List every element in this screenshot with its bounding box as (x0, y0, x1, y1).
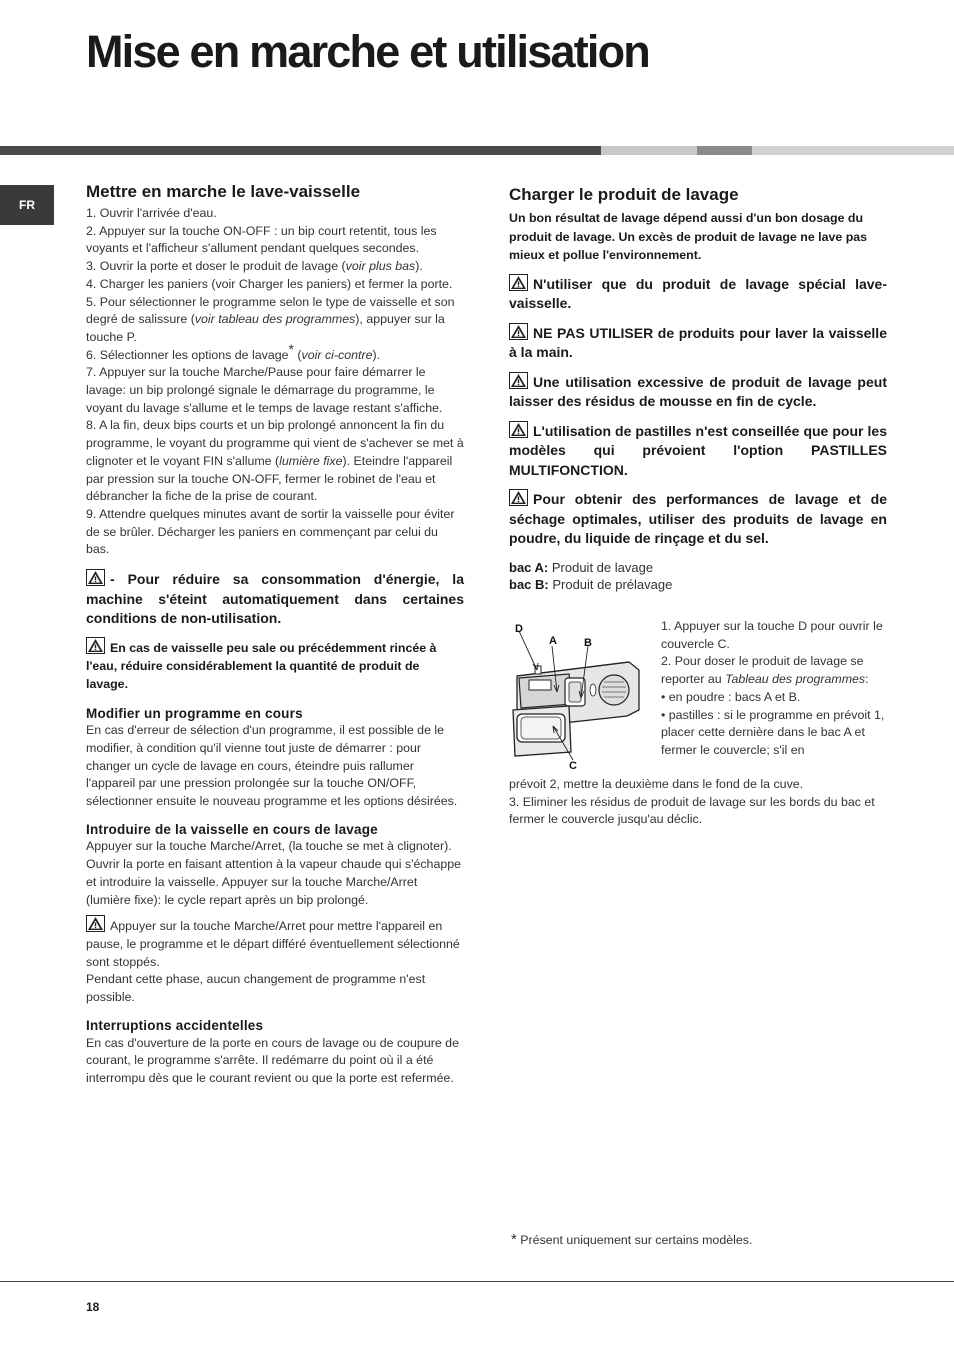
modify-text: En cas d'erreur de sélection d'un programme, il est possible de le modifier, à condition qu'il vienne tout juste de démarrer : pour changer un cycle de lavage en cours, éteindre puis rallumer l'appareil par une pression prolongée sur la touche ON/OFF, sélectionner ensuite le nouveau programme et les options désirées. (86, 723, 458, 809)
energy-warning: - Pour réduire sa consommation d'énergie, la machine s'éteint automatiquement dans certaines conditions de non-utilisation. (86, 571, 464, 627)
page-number: 18 (86, 1300, 100, 1314)
header-bar-light (601, 146, 697, 155)
dispenser-step-1: 1. Appuyer sur la touche D pour ouvrir le couvercle C. (661, 619, 883, 651)
step-3: 3. Ouvrir la porte et doser le produit de lavage (voir plus bas). (86, 259, 423, 274)
bac-a: bac A: Produit de lavage (509, 559, 654, 575)
dispenser-steps (661, 618, 889, 760)
label-a: A (549, 635, 557, 647)
warning-icon (509, 274, 528, 291)
detergent-warning-3: Une utilisation excessive de produit de lavage peut laisser des résidus de mousse en fin de cycle. (509, 373, 887, 409)
step-6: 6. Sélectionner les options de lavage* (voir ci-contre). (86, 340, 381, 362)
page-title: Mise en marche et utilisation (86, 26, 649, 77)
label-b: B (584, 637, 592, 649)
dispenser-illustration (509, 618, 649, 773)
intro-heading: Introduire de la vaisselle en cours de lavage (86, 821, 378, 837)
step-5: 5. Pour sélectionner le programme selon le type de vaisselle et son degré de salissure (voir tableau des programmes), appuyer sur la touche P. (86, 294, 455, 344)
footer-rule (0, 1281, 954, 1282)
detergent-intro: Un bon résultat de lavage dépend aussi d'un bon dosage du produit de lavage. Un excès de produit de lavage ne lave pas mieux et pollue l'environnement. (509, 211, 868, 262)
header-bar-light-end (752, 146, 954, 155)
bac-b: bac B: Produit de prélavage (509, 577, 673, 593)
left-column (86, 182, 464, 1088)
intro-text: Appuyer sur la touche Marche/Arret, (la touche se met à clignoter). Ouvrir la porte en faisant attention à la vapeur chaude qui s'échappe et introduire la vaisselle. Appuyer sur la touche Marche/Arret (lumière fixe): le cycle repart après un bip prolongé. (86, 839, 462, 907)
detergent-warning-1: N'utiliser que du produit de lavage spécial lave-vaisselle. (509, 275, 887, 311)
dispenser-step-2: 2. Pour doser le produit de lavage se reporter au Tableau des programmes: (661, 654, 869, 687)
interrupt-text: En cas d'ouverture de la porte en cours de lavage ou de coupure de courant, le programme s'arrête. Il redémarre du point où il a été interrompu dès que le courant revient ou que la porte est refermée. (86, 1035, 459, 1085)
step-8: 8. A la fin, deux bips courts et un bip prolongé annoncent la fin du programme, le voyant du programme qui vient de s'achever se met à clignoter et le voyant FIN s'allume (lumière fixe). Eteindre l'appareil par pression sur la touche ON-OFF, fermer le robinet de l'eau et débrancher la fiche de la prise de courant. (86, 418, 464, 504)
warning-icon (509, 372, 528, 389)
detergent-warning-2: NE PAS UTILISER de produits pour laver la vaisselle à la main. (509, 324, 887, 360)
modify-heading: Modifier un programme en cours (86, 705, 303, 721)
right-column (509, 185, 887, 594)
warning-icon (86, 915, 105, 932)
intro-after: Pendant cette phase, aucun changement de programme n'est possible. (86, 972, 426, 1005)
dispenser-bullet-2b: prévoit 2, mettre la deuxième dans le fond de la cuve. (509, 777, 804, 791)
step-9: 9. Attendre quelques minutes avant de sortir la vaisselle pour éviter de se brûler. Décharger les paniers en commençant par celui du bas. (86, 506, 455, 557)
detergent-warning-5: Pour obtenir des performances de lavage et de séchage optimales, utiliser des produits de lavage en poudre, du liquide de rinçage et du sel. (509, 491, 887, 546)
step-1: 1. Ouvrir l'arrivée d'eau. (86, 206, 217, 220)
dispenser-bullet-2a: • pastilles : si le programme en prévoit 1, placer cette dernière dans le bac A et fermer le couvercle; s'il en (661, 707, 885, 757)
header-bar-dark (0, 146, 601, 155)
light-soil-warning: En cas de vaisselle peu sale ou précédemment rincée à l'eau, réduire considérablement la quantité de produit de lavage. (86, 637, 464, 693)
interrupt-heading: Interruptions accidentelles (86, 1017, 264, 1033)
warning-icon (509, 323, 528, 340)
detergent-heading: Charger le produit de lavage (509, 185, 739, 204)
dispenser-steps-cont (509, 776, 889, 829)
step-7: 7. Appuyer sur la touche Marche/Pause pour faire démarrer le lavage: un bip prolongé signale le démarrage du programme, le voyant du lavage s'allume et le temps de lavage restant s'affiche. (86, 365, 443, 415)
dispenser-bullet-1: • en poudre : bacs A et B. (661, 689, 801, 704)
step-2: 2. Appuyer sur la touche ON-OFF : un bip court retentit, tous les voyants et l'afficheur s'allument pendant quelques secondes. (86, 223, 437, 256)
warning-icon (86, 637, 105, 654)
footnote: * Présent uniquement sur certains modèles. (511, 1231, 753, 1248)
warning-icon (509, 421, 528, 438)
intro-warning: Appuyer sur la touche Marche/Arret pour mettre l'appareil en pause, le programme et le départ différé éventuellement sélectionné sont stoppés. (86, 915, 464, 971)
detergent-warning-4: L'utilisation de pastilles n'est conseillée que pour les modèles qui prévoient l'option PASTILLES MULTIFONCTION. (509, 422, 887, 478)
label-d: D (515, 623, 523, 635)
dispenser-step-3: 3. Eliminer les résidus de produit de lavage sur les bords du bac et fermer le couvercle jusqu'au déclic. (509, 794, 875, 827)
label-c: C (569, 760, 577, 772)
language-tab: FR (0, 185, 54, 225)
start-heading: Mettre en marche le lave-vaisselle (86, 182, 361, 201)
step-4: 4. Charger les paniers (voir Charger les paniers) et fermer la porte. (86, 276, 453, 291)
warning-icon (509, 489, 528, 506)
header-bar-mid (697, 146, 752, 155)
warning-icon (86, 569, 105, 586)
